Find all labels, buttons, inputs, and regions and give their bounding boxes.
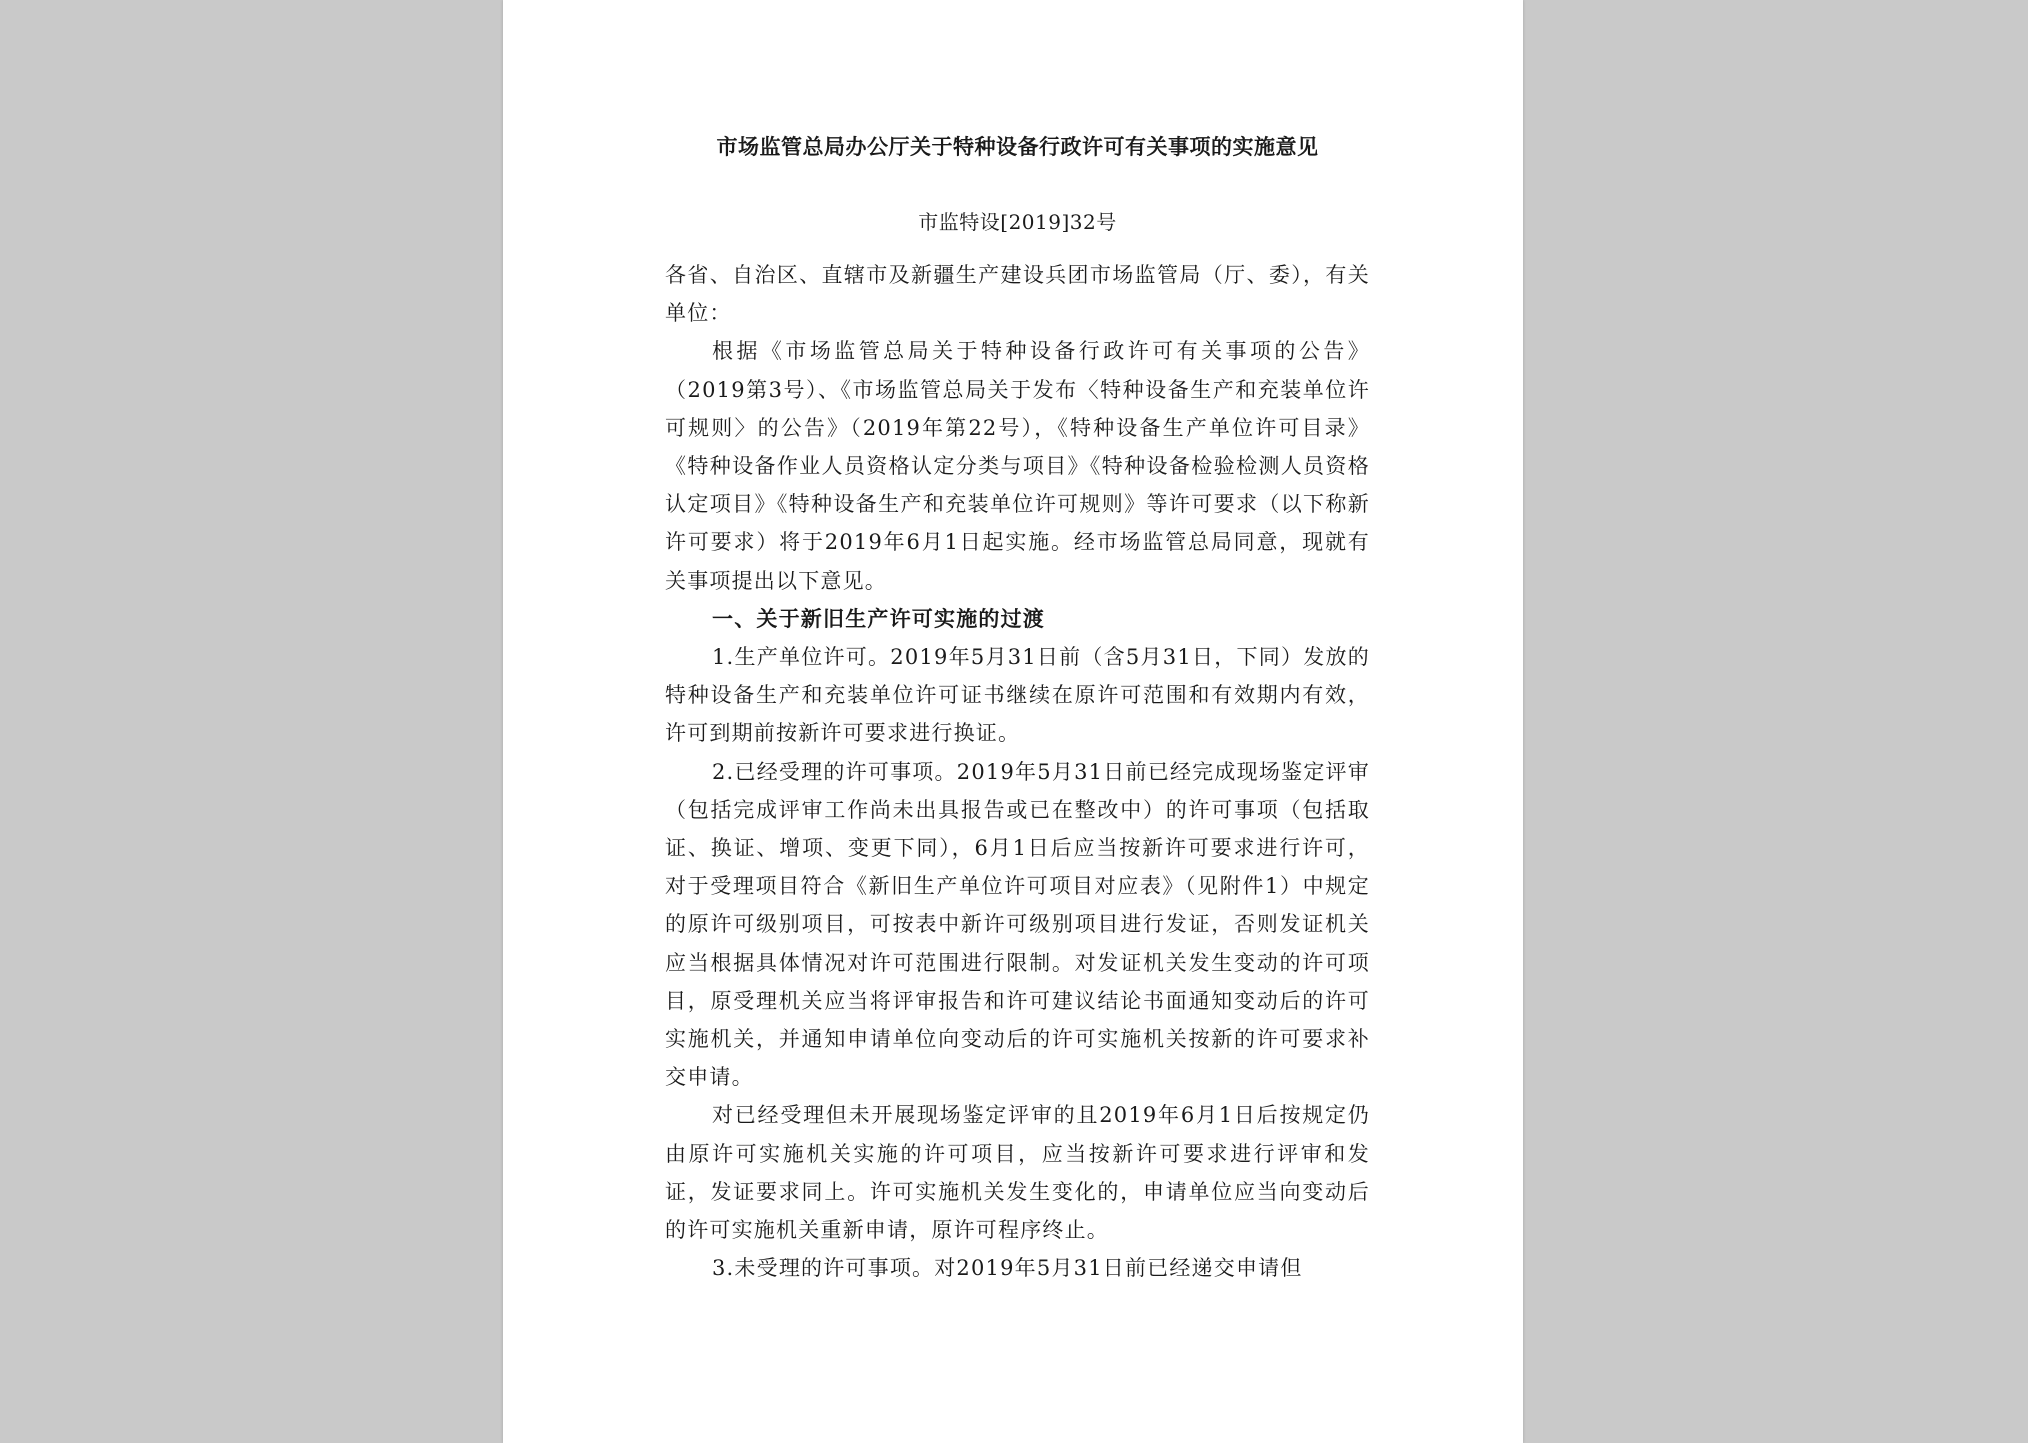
paragraph-item-2-cont: 对已经受理但未开展现场鉴定评审的且2019年6月1日后按规定仍由原许可实施机关实施的许可项目，应当按新许可要求进行评审和发证，发证要求同上。许可实施机关发生变化的，申请单位应当向变动后的许可实施机关重新申请，原许可程序终止。 <box>665 1103 1370 1243</box>
paragraph-item-2: 2.已经受理的许可事项。2019年5月31日前已经完成现场鉴定评审（包括完成评审工作尚未出具报告或已在整改中）的许可事项（包括取证、换证、增项、变更下同），6月1日后应当按新许可要求进行许可，对于受理项目符合《新旧生产单位许可项目对应表》（见附件1）中规定的原许可级别项目，可按表中新许可级别项目进行发证，否则发证机关应当根据具体情况对许可范围进行限制。对发证机关发生变动的许可项目，原受理机关应当将评审报告和许可建议结论书面通知变动后的许可实施机关，并通知申请单位向变动后的许可实施机关按新的许可要求补交申请。 <box>665 759 1370 1090</box>
document-number: 市监特设[2019]32号 <box>918 210 1117 234</box>
paragraph-item-3: 3.未受理的许可事项。对2019年5月31日前已经递交申请但 <box>712 1256 1303 1281</box>
section-heading: 一、关于新旧生产许可实施的过渡 <box>712 605 1045 631</box>
addressee: 各省、自治区、直辖市及新疆生产建设兵团市场监管局（厅、委），有关单位： <box>665 263 1370 326</box>
document-page <box>503 0 1523 1443</box>
document-title: 市场监管总局办公厅关于特种设备行政许可有关事项的实施意见 <box>716 134 1319 159</box>
paragraph-item-1: 1.生产单位许可。2019年5月31日前（含5月31日，下同）发放的特种设备生产和充装单位许可证书继续在原许可范围和有效期内有效，许可到期前按新许可要求进行换证。 <box>665 645 1370 746</box>
paragraph-intro: 根据《市场监管总局关于特种设备行政许可有关事项的公告》（2019第3号）、《市场监管总局关于发布〈特种设备生产和充装单位许可规则〉的公告》（2019年第22号），《特种设备生产单位许可目录》《特种设备作业人员资格认定分类与项目》《特种设备检验检测人员资格认定项目》《特种设备生产和充装单位许可规则》等许可要求（以下称新许可要求）将于2019年6月1日起实施。经市场监管总局同意，现就有关事项提出以下意见。 <box>665 339 1370 593</box>
page-content <box>665 122 1370 1287</box>
